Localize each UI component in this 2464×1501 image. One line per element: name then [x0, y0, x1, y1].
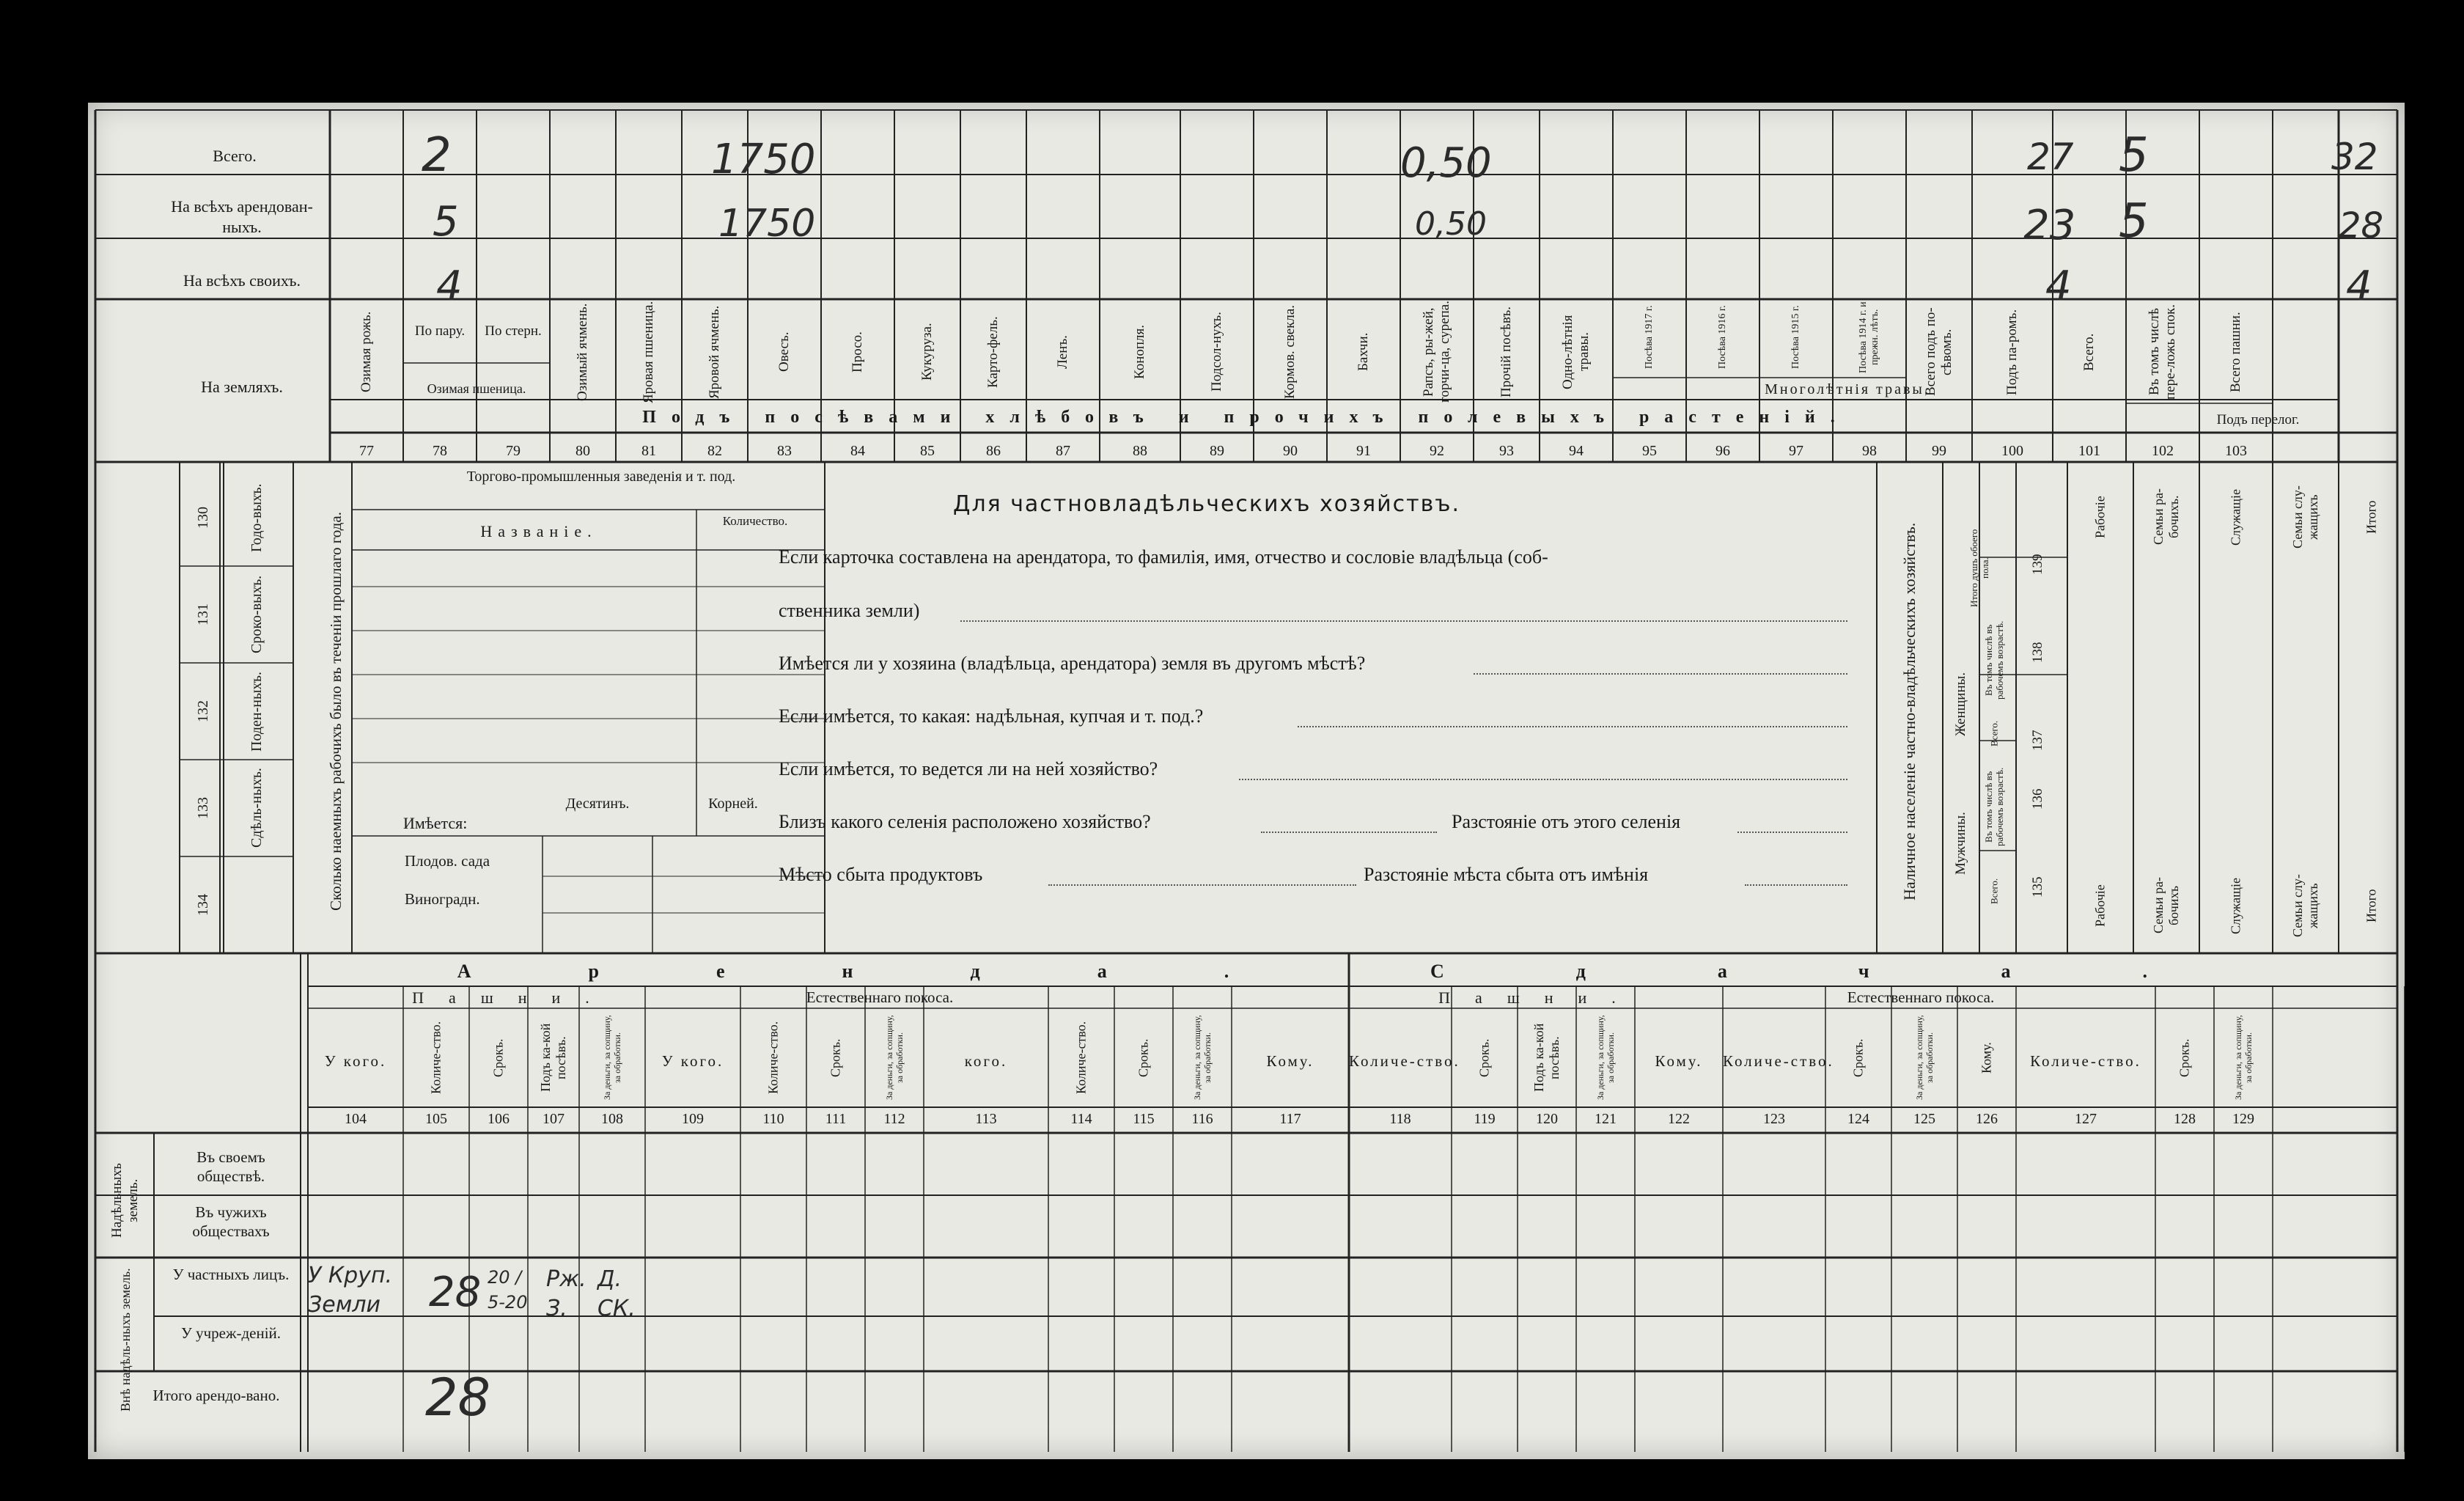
- top-col-num-96: 96: [1715, 443, 1730, 459]
- top-col-num-86: 86: [986, 443, 1001, 459]
- crop-col-5: Яровой ячмень.: [707, 305, 722, 399]
- lease-col-num-117: 117: [1279, 1111, 1301, 1127]
- crop-col-25: Въ томъ числѣ пере-ложь спок.: [2147, 304, 2178, 400]
- lease-col-num-123: 123: [1763, 1111, 1785, 1127]
- hw-total-rented: 28: [425, 1368, 491, 1428]
- lease-col-num-124: 124: [1847, 1111, 1869, 1127]
- crop-col-11: Конопля.: [1132, 324, 1147, 380]
- workers-title: Сколько наемныхъ рабочихъ было въ теченiи прошлаго года.: [327, 512, 345, 911]
- hw-lease-pay: Д. СК.: [597, 1266, 636, 1321]
- vineyard-label: Виноградн.: [405, 890, 480, 908]
- crop-col-15: Рапсъ, ры-жей, горчи-ца, сурепа.: [1421, 301, 1452, 403]
- trade-qty-header: Количество.: [722, 514, 788, 528]
- lease-col-num-118: 118: [1389, 1111, 1411, 1127]
- lease-col-num-120: 120: [1536, 1111, 1558, 1127]
- pop-num-136: 136: [2030, 788, 2045, 810]
- top-col-num-102: 102: [2152, 443, 2174, 459]
- crop-col-24: Всего.: [2081, 333, 2097, 371]
- staff-col-top-1: Семьи ра-бочихъ.: [2151, 488, 2181, 546]
- private-line-6: Близъ какого селенiя расположено хозяйство?: [779, 811, 1151, 832]
- private-line-5: Если имѣется, то ведется ли на ней хозяйство?: [779, 758, 1158, 779]
- row-private-persons: У частныхъ лицъ.: [172, 1266, 290, 1283]
- hw-lease-term: 20 / 5-20: [488, 1267, 528, 1313]
- population-title: Наличное населенiе частно-владѣльческихъ хозяйствъ.: [1900, 522, 1919, 900]
- pop-men: Мужчины.: [1953, 812, 1968, 875]
- lease-col-num-107: 107: [543, 1111, 564, 1127]
- top-col-num-78: 78: [433, 443, 447, 459]
- group-non-allotment: Внѣ надѣль-ныхъ земель.: [118, 1268, 133, 1412]
- private-line-3: Имѣется ли у хозяина (владѣльца, арендатора) земля въ другомъ мѣстѣ?: [779, 653, 1366, 674]
- worker-num-131: 131: [195, 603, 211, 625]
- sub-label-perennial: Многолѣтнiя травы.: [1765, 381, 1930, 397]
- korney-header: Корней.: [708, 796, 758, 812]
- pop-men-working: Въ томъ числѣ въ рабочемъ возрастѣ.: [1983, 767, 2005, 846]
- lease-col-num-113: 113: [975, 1111, 997, 1127]
- lease-col-17: За деньги, за сопщину, за обработки.: [1595, 1015, 1616, 1101]
- top-col-num-88: 88: [1133, 443, 1147, 459]
- row-label-own: На всѣхъ своихъ.: [183, 271, 301, 290]
- top-col-num-80: 80: [575, 443, 590, 459]
- top-col-num-90: 90: [1283, 443, 1298, 459]
- crop-col-21: Посѣва 1914 г. и прежн. лѣтъ.: [1858, 301, 1880, 373]
- private-line-7: Разстоянiе отъ этого селенiя: [1452, 811, 1681, 832]
- crop-col-14: Бахчи.: [1356, 332, 1371, 372]
- staff-col-bottom-1: Семьи ра-бочихъ: [2151, 877, 2181, 934]
- group-allotment: Надѣльныхъ земель.: [109, 1163, 141, 1238]
- crop-col-4: Яровая пшеница.: [641, 301, 656, 403]
- hw-rent-oats: 1750: [718, 202, 816, 246]
- lease-col-12: За деньги, за сопщину, за обработки.: [1192, 1015, 1213, 1101]
- lease-col-num-114: 114: [1070, 1111, 1092, 1127]
- top-col-num-84: 84: [850, 443, 865, 459]
- worker-label-1: Сроко-выхъ.: [249, 575, 265, 654]
- top-col-num-82: 82: [707, 443, 722, 459]
- lease-col-num-125: 125: [1913, 1111, 1935, 1127]
- top-col-num-95: 95: [1642, 443, 1657, 459]
- crop-col-6: Овесъ.: [776, 331, 792, 373]
- lease-col-num-115: 115: [1133, 1111, 1155, 1127]
- crop-col-17: Одно-лѣтнiя травы.: [1560, 315, 1592, 389]
- answer-line-other-land[interactable]: [1474, 673, 1847, 675]
- staff-col-top-0: Рабочiе: [2092, 496, 2108, 538]
- top-col-num-103: 103: [2225, 443, 2247, 459]
- staff-col-top-2: Служащiе: [2228, 488, 2243, 546]
- lease-col-16: Подъ ка-кой посѣвъ.: [1531, 1023, 1562, 1093]
- top-col-num-100: 100: [2001, 443, 2023, 459]
- answer-line-market[interactable]: [1048, 884, 1356, 886]
- worker-label-0: Годо-выхъ.: [249, 483, 265, 552]
- pop-itogo: Итого душъ обоего пола.: [1968, 529, 1990, 608]
- arenda-pokos: Естественнаго покоса.: [806, 988, 954, 1006]
- lease-col-num-129: 129: [2232, 1111, 2254, 1127]
- lease-col-14: Количе-ство.: [1349, 1052, 1460, 1070]
- answer-line-market-dist[interactable]: [1745, 884, 1847, 886]
- row-total-rented: Итого арендо-вано.: [152, 1387, 280, 1404]
- answer-line-farming[interactable]: [1239, 779, 1847, 780]
- lease-col-num-128: 128: [2174, 1111, 2196, 1127]
- lease-col-3: Подъ ка-кой посѣвъ.: [538, 1023, 568, 1093]
- crop-col-16: Прочiй посѣвъ.: [1498, 307, 1514, 397]
- worker-num-132: 132: [195, 700, 211, 722]
- crop-banner: Подъ посѣвами хлѣбовъ и прочихъ полевыхъ растенiй.: [642, 408, 1850, 427]
- crop-col-18: Посѣва 1917 г.: [1644, 305, 1655, 370]
- top-col-num-89: 89: [1210, 443, 1224, 459]
- lease-col-21: За деньги, за сопщину, за обработки.: [1914, 1015, 1935, 1101]
- private-line-2: ственника земли): [779, 600, 920, 621]
- hw-total-sown: 27: [2027, 136, 2074, 178]
- private-line-4: Если имѣется, то какая: надѣльная, купчая и т. под.?: [779, 705, 1204, 727]
- answer-line-owner[interactable]: [960, 620, 1847, 622]
- worker-label-4: [227, 856, 286, 953]
- arenda-pashni: Пашни.: [412, 988, 614, 1007]
- desyatin-header: Десятинъ.: [565, 796, 630, 812]
- staff-col-bottom-4: Итого: [2364, 889, 2379, 922]
- crop-col-9: Карто-фель.: [985, 316, 1001, 388]
- lease-col-15: Срокъ.: [1476, 1038, 1492, 1077]
- top-col-num-101: 101: [2078, 443, 2100, 459]
- lease-col-25: За деньги, за сопщину, за обработки.: [2233, 1015, 2254, 1101]
- hw-total-bakhchi: 0,50: [1400, 139, 1492, 187]
- hw-own-pashnya: 4: [2346, 263, 2372, 310]
- top-col-num-85: 85: [920, 443, 935, 459]
- trade-title: Торгово-промышленныя заведенiя и т. под.: [466, 469, 736, 485]
- lease-col-num-127: 127: [2075, 1111, 2097, 1127]
- top-col-num-94: 94: [1569, 443, 1584, 459]
- top-col-num-81: 81: [641, 443, 656, 459]
- lease-col-18: Кому.: [1655, 1052, 1703, 1070]
- hw-total-pashnya: 32: [2331, 136, 2378, 178]
- lease-col-8: За деньги, за сопщину, за обработки.: [884, 1015, 905, 1101]
- crop-col-1: По пару.: [414, 323, 466, 339]
- hw-rent-rye: 5: [433, 198, 459, 246]
- lease-col-23: Количе-ство.: [2030, 1052, 2141, 1070]
- lease-col-20: Срокъ.: [1850, 1038, 1866, 1077]
- top-col-num-92: 92: [1430, 443, 1444, 459]
- hw-total-oats: 1750: [711, 136, 816, 183]
- lease-col-7: Срокъ.: [828, 1038, 843, 1077]
- crop-col-0: Озимая рожь.: [358, 311, 374, 393]
- crop-col-8: Кукуруза.: [919, 323, 935, 381]
- lease-col-num-121: 121: [1595, 1111, 1617, 1127]
- row-label-total: Всего.: [213, 147, 257, 165]
- private-line-9: Разстоянiе мѣста сбыта отъ имѣнiя: [1364, 864, 1649, 885]
- staff-col-bottom-0: Рабочiе: [2092, 884, 2108, 927]
- lease-col-2: Срокъ.: [490, 1038, 506, 1077]
- top-col-num-83: 83: [777, 443, 792, 459]
- crop-col-12: Подсол-нухъ.: [1209, 312, 1224, 392]
- top-col-num-97: 97: [1789, 443, 1803, 459]
- pop-num-138: 138: [2030, 642, 2045, 664]
- lease-col-9: кого.: [964, 1052, 1008, 1070]
- top-col-num-93: 93: [1499, 443, 1514, 459]
- worker-num-130: 130: [195, 507, 211, 529]
- pop-men-total: Всего.: [1988, 878, 2000, 904]
- hw-total-rye: 2: [422, 128, 452, 183]
- row-label-rented: На всѣхъ арендован- ныхъ.: [171, 197, 313, 236]
- hw-own-sown: 4: [2045, 263, 2072, 310]
- hw-lessor: У Круп. Земли: [308, 1263, 393, 1318]
- hw-lease-crop: Рж. З.: [546, 1266, 586, 1321]
- crop-col-19: Посѣва 1916 г.: [1717, 305, 1728, 370]
- row-other-society: Въ чужихъ обществахъ: [192, 1203, 270, 1240]
- lease-col-19: Количе-ство.: [1723, 1052, 1834, 1070]
- top-col-num-99: 99: [1932, 443, 1946, 459]
- lease-col-num-116: 116: [1191, 1111, 1213, 1127]
- lease-col-num-109: 109: [682, 1111, 704, 1127]
- trade-name-header: Названiе.: [480, 522, 597, 540]
- hw-total-par: 5: [2119, 128, 2149, 183]
- top-col-num-79: 79: [506, 443, 521, 459]
- sub-label-winter-wheat: Озимая пшеница.: [427, 381, 526, 396]
- crop-col-23: Подъ па-ромъ.: [2004, 309, 2020, 395]
- hw-own-rye: 4: [436, 263, 463, 310]
- pop-num-135: 135: [2030, 876, 2045, 898]
- lease-col-4: За деньги, за сопщину, за обработки.: [602, 1015, 622, 1101]
- row-own-society: Въ своемъ обществѣ.: [196, 1148, 265, 1185]
- hw-rent-sown: 23: [2023, 202, 2076, 249]
- crop-col-2: По стерн.: [485, 323, 542, 339]
- hw-rent-par: 5: [2119, 194, 2149, 249]
- hw-rent-bakhchi: 0,50: [1415, 205, 1487, 243]
- lease-col-5: У кого.: [661, 1052, 724, 1070]
- top-col-num-98: 98: [1862, 443, 1877, 459]
- lease-col-num-104: 104: [345, 1111, 367, 1127]
- lease-col-num-122: 122: [1668, 1111, 1690, 1127]
- top-col-num-77: 77: [359, 443, 374, 459]
- staff-col-top-3: Семьи слу-жащихъ: [2290, 485, 2320, 548]
- hw-rent-pashnya: 28: [2339, 205, 2384, 246]
- private-title: Для частновладѣльческихъ хозяйствъ.: [953, 491, 1461, 517]
- lease-col-1: Количе-ство.: [428, 1021, 444, 1095]
- top-col-num-91: 91: [1356, 443, 1371, 459]
- lease-col-num-111: 111: [825, 1111, 847, 1127]
- crop-col-7: Просо.: [850, 331, 865, 373]
- has-label: Имѣется:: [403, 814, 468, 832]
- crop-col-13: Кормов. свекла.: [1282, 304, 1298, 400]
- garden-label: Плодов. сада: [405, 852, 490, 870]
- worker-label-3: Сдѣль-ныхъ.: [249, 768, 265, 848]
- hw-lease-qty: 28: [429, 1269, 482, 1316]
- lease-col-num-126: 126: [1976, 1111, 1998, 1127]
- crop-col-26: Всего пашни.: [2228, 312, 2243, 392]
- sdacha-banner: Сдача.: [1430, 961, 2280, 982]
- sdacha-pashni: Пашни.: [1438, 988, 1641, 1007]
- crop-col-22: Всего подъ по-сѣвомъ.: [1923, 307, 1954, 397]
- lease-col-num-119: 119: [1474, 1111, 1496, 1127]
- top-col-num-87: 87: [1056, 443, 1070, 459]
- lease-col-6: Количе-ство.: [765, 1021, 781, 1095]
- lease-col-22: Кому.: [1979, 1042, 1994, 1074]
- row-label-on-lands: На земляхъ.: [201, 378, 283, 396]
- census-card: [88, 103, 2405, 1459]
- lease-col-num-105: 105: [425, 1111, 447, 1127]
- private-line-8: Мѣсто сбыта продуктовъ: [779, 864, 983, 885]
- pop-num-139: 139: [2030, 554, 2045, 576]
- pop-women-working: Въ томъ числѣ въ рабочемъ возрастѣ.: [1983, 620, 2005, 700]
- answer-line-village[interactable]: [1261, 832, 1437, 833]
- pop-num-137: 137: [2030, 730, 2045, 752]
- lease-col-13: Кому.: [1266, 1052, 1314, 1070]
- worker-label-2: Поден-ныхъ.: [249, 671, 265, 752]
- lease-col-num-108: 108: [601, 1111, 623, 1127]
- private-line-1: Если карточка составлена на арендатора, то фамилiя, имя, отчество и сословiе владѣльца (соб-: [779, 546, 1548, 568]
- pop-women-total: Всего.: [1988, 720, 2000, 746]
- answer-line-village-dist[interactable]: [1737, 832, 1847, 833]
- lease-col-11: Срокъ.: [1136, 1038, 1151, 1077]
- arenda-banner: Аренда.: [457, 961, 1347, 982]
- worker-num-134: 134: [195, 894, 211, 916]
- pop-women: Женщины.: [1953, 672, 1968, 736]
- lease-col-24: Срокъ.: [2177, 1038, 2192, 1077]
- row-institutions: У учреж-денiй.: [180, 1324, 282, 1342]
- answer-line-land-type[interactable]: [1298, 726, 1847, 727]
- lease-col-num-110: 110: [762, 1111, 784, 1127]
- staff-col-top-4: Итого: [2364, 500, 2379, 534]
- lease-col-0: У кого.: [324, 1052, 387, 1070]
- staff-col-bottom-3: Семьи слу-жащихъ: [2290, 874, 2320, 937]
- crop-col-10: Ленъ.: [1055, 335, 1070, 369]
- lease-col-10: Количе-ство.: [1073, 1021, 1089, 1095]
- lease-col-num-106: 106: [488, 1111, 510, 1127]
- sdacha-pokos: Естественнаго покоса.: [1847, 988, 1995, 1006]
- crop-col-20: Посѣва 1915 г.: [1790, 305, 1801, 370]
- lease-col-num-112: 112: [883, 1111, 905, 1127]
- sub-label-fallow: Подъ перелог.: [2216, 412, 2300, 427]
- worker-num-133: 133: [195, 797, 211, 819]
- staff-col-bottom-2: Служащiе: [2228, 877, 2243, 934]
- crop-col-3: Озимый ячмень.: [575, 303, 590, 401]
